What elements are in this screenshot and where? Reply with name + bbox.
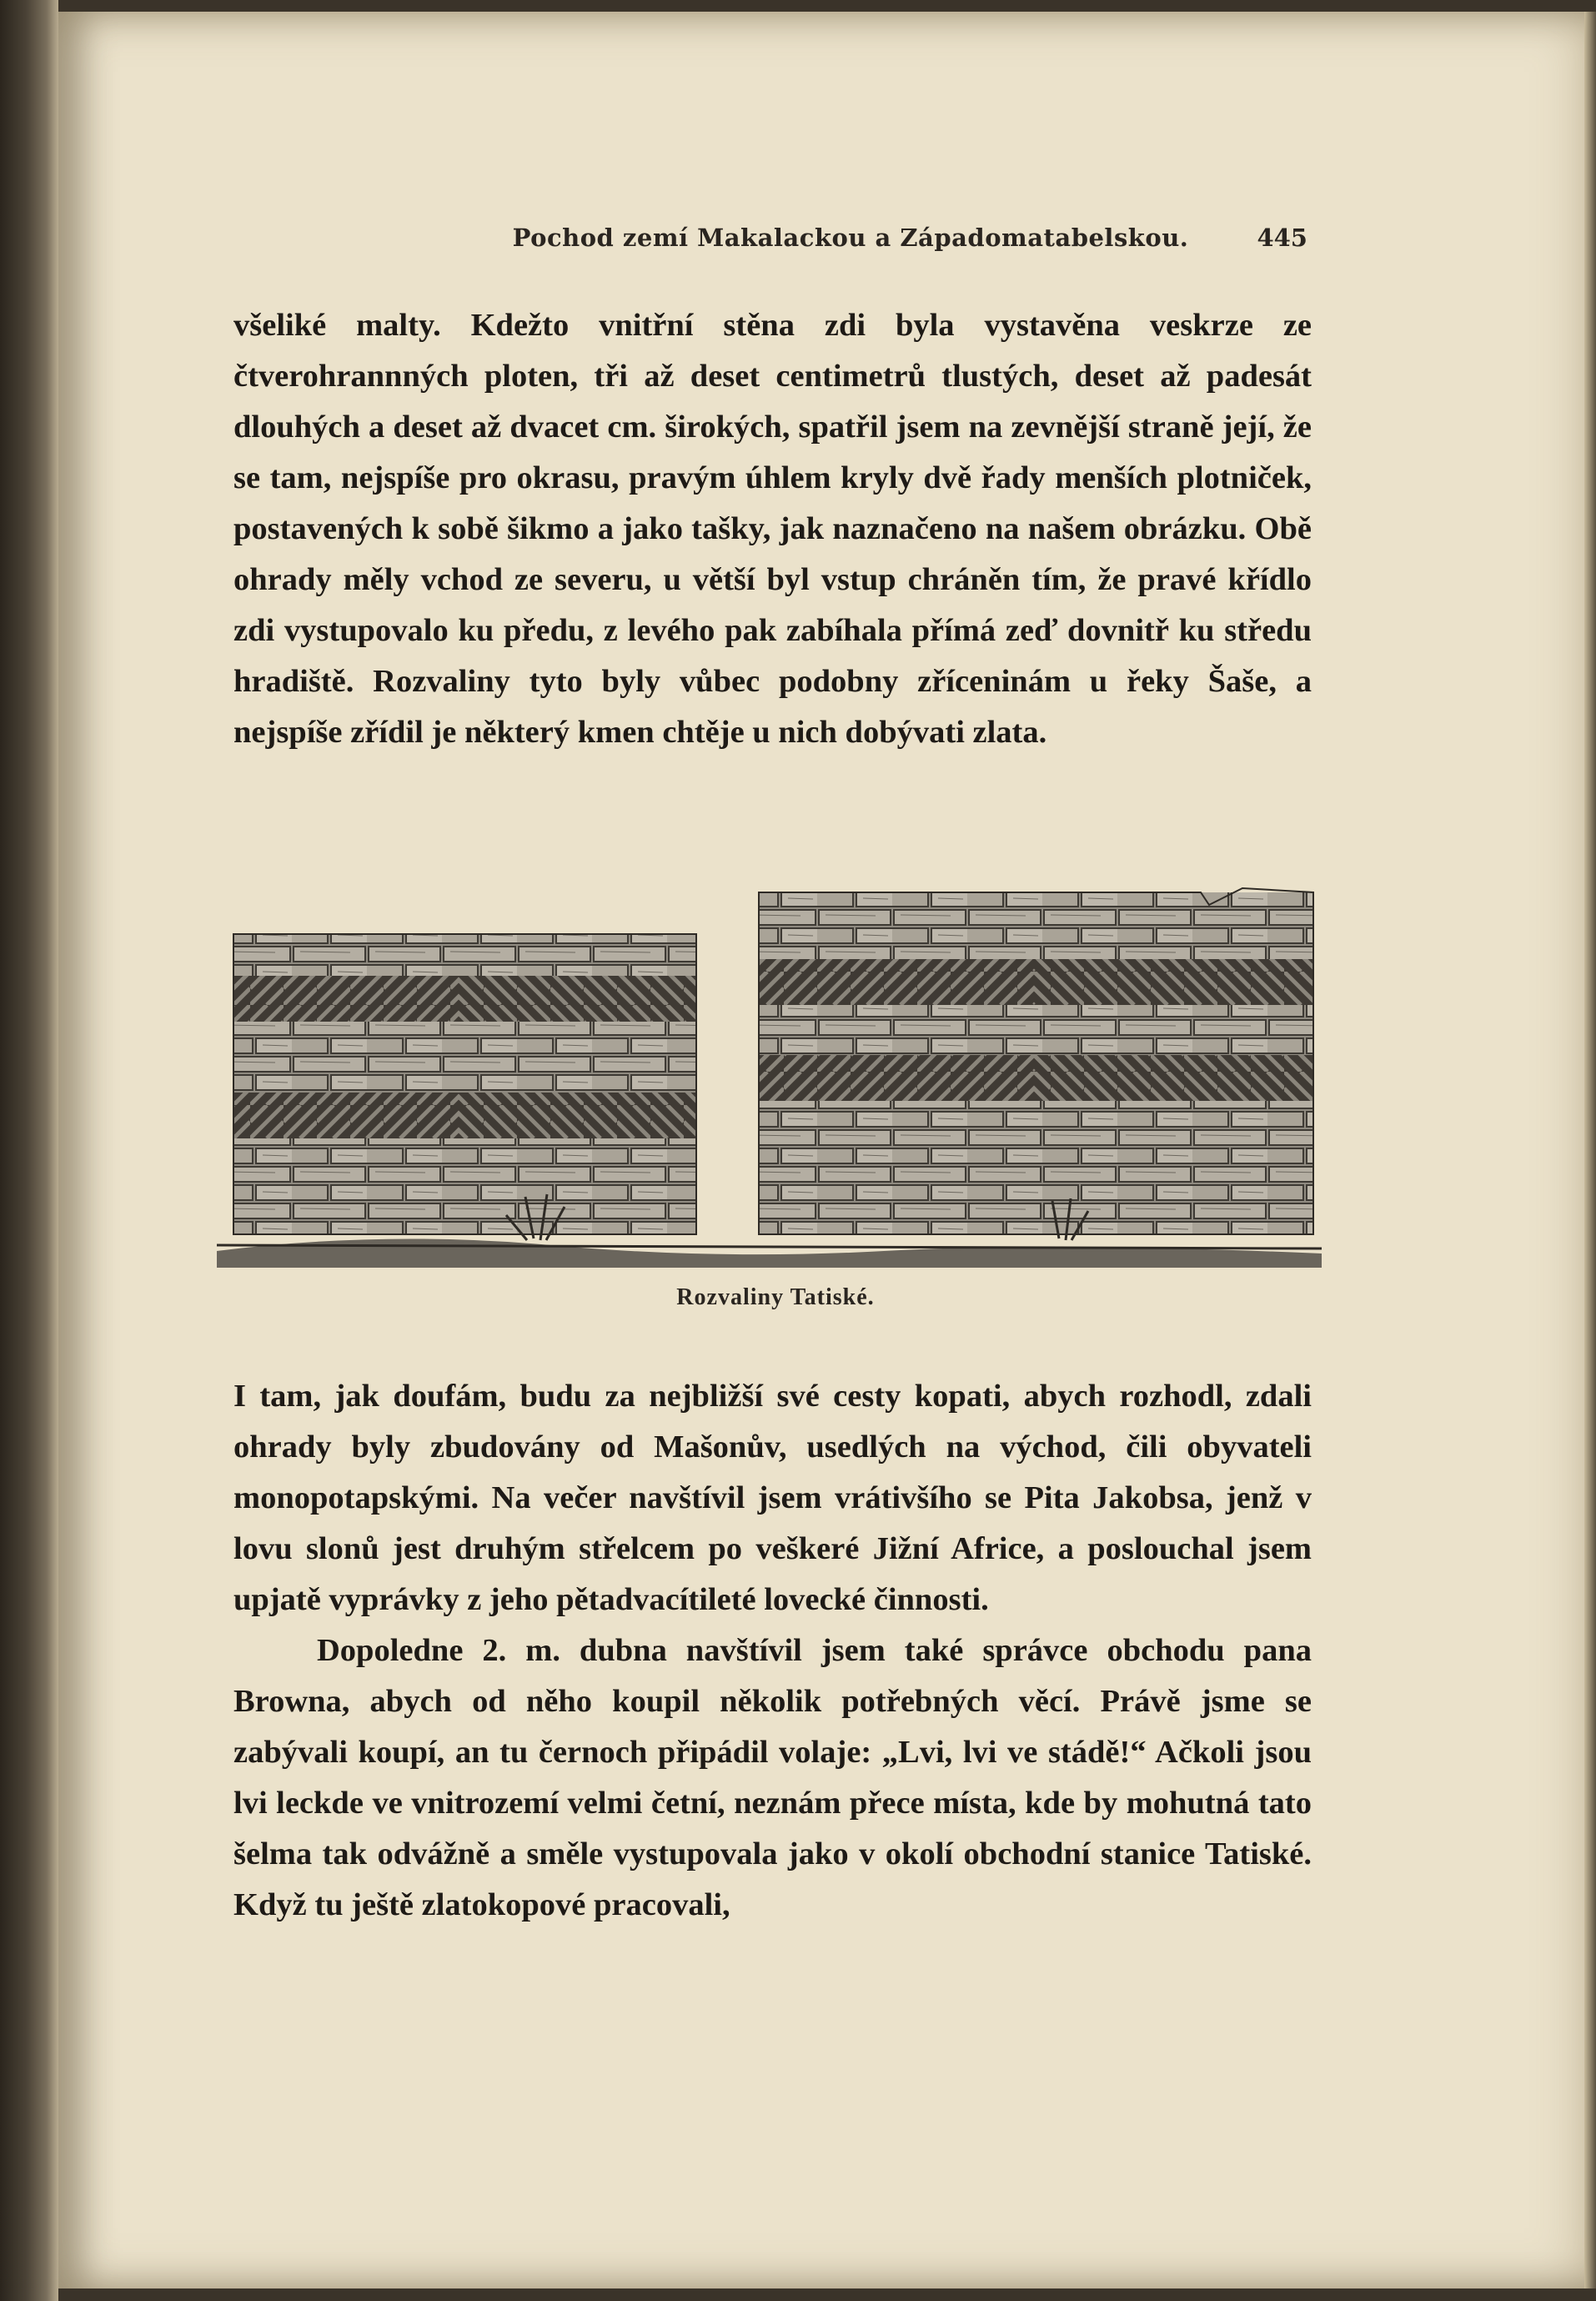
paragraph: Dopoledne 2. m. dubna navštívil jsem také správce obchodu pana Browna, abych od něho koupil několik potřebných věcí. Právě jsme se zabývali koupí, an tu černoch připádil volaje: „Lvi, lvi ve stádě!“ Ačkoli jsou lvi leckde ve vnitrozemí velmi četní, neznám přece místa, kde by mohutná tato šelma tak odvážně a směle vystupovala jako v okolí obchodní stanice Tatiské. Když tu ještě zlatokopové pracovali, xyxy=(233,1633,1312,1922)
wall-ruins-illustration xyxy=(217,872,1322,1268)
left-wall xyxy=(233,934,696,1234)
figure-caption: Rozvaliny Tatiské. xyxy=(676,1284,875,1310)
page-edge xyxy=(1584,12,1596,2288)
text-block-bottom xyxy=(233,1371,1312,1931)
running-title: Pochod zemí Makalackou a Západomatabelskou. xyxy=(512,224,1189,252)
paragraph: všeliké malty. Kdežto vnitřní stěna zdi byla vystavěna veskrze ze čtverohrannných ploten, tři až deset centimetrů tlustých, deset až padesát dlouhých a deset až dvacet cm. širokých, spatřil jsem na zevnější straně její, že se tam, nejspíše pro okrasu, pravým úhlem kryly dvě řady menších plotniček, postavených k sobě šikmo a jako tašky, jak naznačeno na našem obrázku. Obě ohrady měly vchod ze severu, u větší byl vstup chráněn tím, že pravé křídlo zdi vystupovalo ku předu, z levého pak zabíhala přímá zeď dovnitř ku středu hradiště. Rozvaliny tyto byly vůbec podobny zříceninám u řeky Šaše, a nejspíše zřídil je některý kmen chtěje u nich dobývati zlata. xyxy=(233,308,1312,750)
paragraph: I tam, jak doufám, budu za nejbližší své cesty kopati, abych rozhodl, zdali ohrady byly zbudovány od Mašonův, usedlých na východ, čili obyvateli monopotapskými. Na večer navštívil jsem vrátivšího se Pita Jakobsa, jenž v lovu slonů jest druhým střelcem po veškeré Jižní Africe, a poslouchal jsem upjatě vyprávky z jeho pětadvacítileté lovecké činnosti. xyxy=(233,1379,1312,1617)
book-binding xyxy=(0,0,58,2301)
page-number: 445 xyxy=(1257,224,1307,252)
text-block-top xyxy=(233,300,1312,758)
right-wall xyxy=(759,888,1313,1234)
